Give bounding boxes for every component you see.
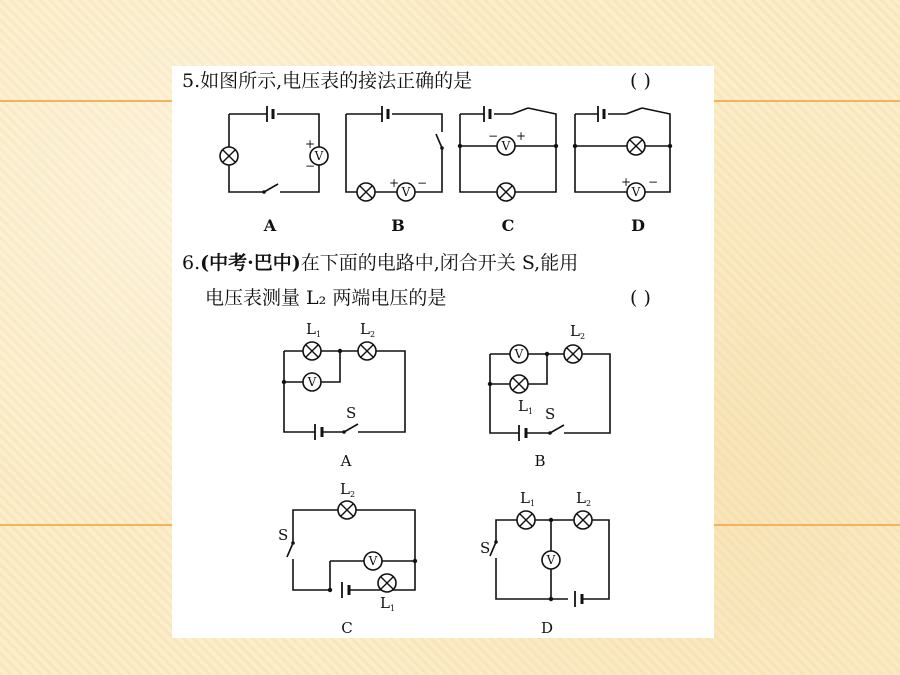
lamp-icon [357,183,375,201]
minus-sign: − [305,159,316,173]
voltmeter-label: V [514,347,524,361]
q5-option-a-label: A [263,216,277,235]
question-5-answer-bracket: ( ) [630,70,651,92]
decorative-line-top-left [0,100,172,102]
lamp-l2-label: L [576,489,586,507]
switch-icon [490,542,496,556]
question-6-number: 6. [182,252,201,274]
lamp-l1-subscript: 1 [390,604,396,613]
switch-icon [264,184,278,192]
lamp-l1-label: L [306,320,316,338]
q5-circuit-d [573,106,672,235]
lamp-l2-subscript: 2 [350,490,356,499]
q6-circuit-a [282,320,405,470]
minus-sign: − [648,175,659,189]
lamp-l2-label: L [570,322,580,340]
decorative-line-bottom-right [714,524,900,526]
q5-option-b-label: B [391,216,405,235]
lamp-l1-subscript: 1 [316,330,322,339]
q6-option-d-label: D [540,619,554,637]
q6-option-b-label: B [534,452,546,470]
lamp-l2-subscript: 2 [370,330,376,339]
minus-sign: − [488,129,499,143]
voltmeter-label: V [631,185,641,199]
q5-option-c-label: C [501,216,515,235]
lamp-l2-subscript: 2 [580,332,586,341]
question-5-text: 5.如图所示,电压表的接法正确的是 [182,70,473,92]
lamp-l1-icon [303,342,321,360]
switch-icon [626,108,642,114]
q5-option-d-label: D [631,216,645,235]
voltmeter-label: V [314,149,324,163]
plus-sign: + [305,137,316,151]
lamp-l1-label: L [380,594,390,612]
switch-icon [436,134,442,148]
lamp-l2-icon [574,511,592,529]
switch-icon [287,543,293,557]
decorative-line-top-right [714,100,900,102]
lamp-icon [220,147,238,165]
lamp-l2-label: L [360,320,370,338]
switch-label: S [545,405,556,423]
lamp-l1-label: L [518,397,528,415]
plus-sign: + [389,176,400,190]
switch-label: S [480,539,491,557]
plus-sign: + [516,129,527,143]
switch-icon [512,108,528,114]
circuit-diagrams [172,66,714,638]
question-6-source: (中考·巴中) [200,252,301,274]
switch-icon [344,424,358,432]
voltmeter-label: V [546,553,556,567]
switch-label: S [346,404,357,422]
lamp-l1-label: L [520,489,530,507]
lamp-icon [627,137,645,155]
worksheet-paper [172,66,714,638]
q6-circuit-b [488,322,610,470]
q6-option-c-label: C [341,619,353,637]
lamp-l2-subscript: 2 [586,499,592,508]
switch-label: S [278,526,289,544]
voltmeter-label: V [401,185,411,199]
lamp-l2-icon [338,501,356,519]
lamp-l1-icon [378,574,396,592]
lamp-l2-icon [358,342,376,360]
question-6-answer-bracket: ( ) [630,287,651,309]
voltmeter-label: V [307,375,317,389]
q5-circuit-a [220,106,328,235]
q6-circuit-d [480,489,609,637]
switch-icon [550,425,564,433]
lamp-l1-icon [517,511,535,529]
plus-sign: + [621,175,632,189]
lamp-l2-label: L [340,480,350,498]
voltmeter-label: V [368,554,378,568]
decorative-line-bottom-left [0,524,172,526]
lamp-l1-subscript: 1 [530,499,536,508]
lamp-icon [497,183,515,201]
minus-sign: − [417,176,428,190]
q6-option-a-label: A [340,452,352,470]
q5-circuit-c [458,106,558,235]
lamp-l1-subscript: 1 [528,407,534,416]
question-6-text-2: 电压表测量 L₂ 两端电压的是 [205,287,447,309]
question-6-text-1: 在下面的电路中,闭合开关 S,能用 [300,252,579,274]
lamp-l1-icon [510,375,528,393]
q6-circuit-c [278,480,417,637]
voltmeter-label: V [501,139,511,153]
q5-circuit-b [346,106,444,235]
lamp-l2-icon [564,345,582,363]
